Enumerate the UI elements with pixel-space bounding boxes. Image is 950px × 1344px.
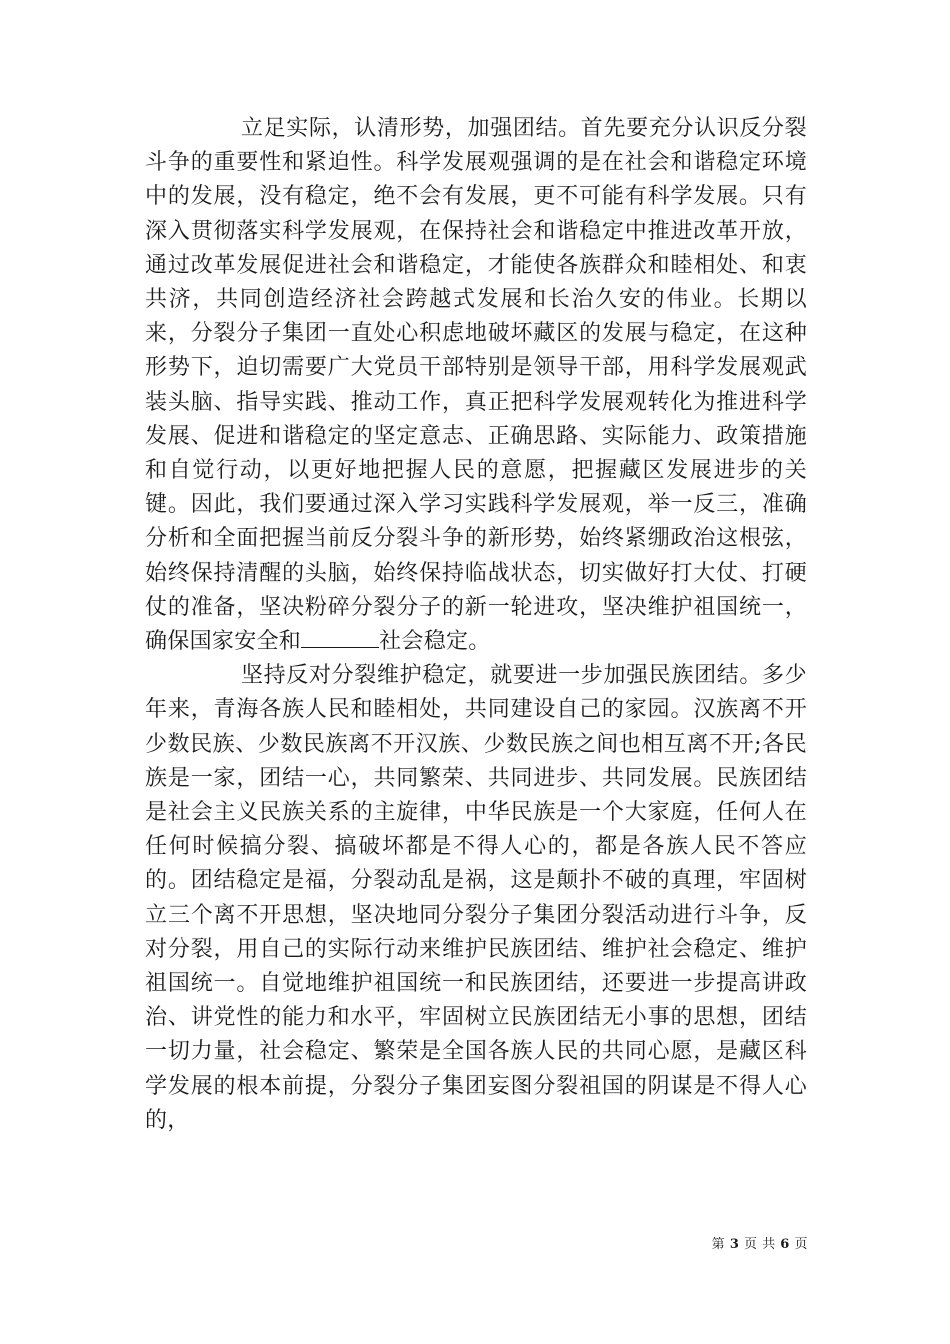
paragraph-1-tail: 社会稳定。	[379, 629, 491, 655]
paragraph-1-text: 立足实际，认清形势，加强团结。首先要充分认识反分裂斗争的重要性和紧迫性。科学发展观强调的是在社会和谐稳定环境中的发展，没有稳定，绝不会有发展，更不可能有科学发展。只有深入贯彻落实科学发展观，在保持社会和谐稳定中推进改革开放，通过改革发展促进社会和谐稳定，才能使各族群众和睦相处、和衷共济，共同创造经济社会跨越式发展和长治久安的伟业。长期以来，分裂分子集团一直处心积虑地破坏藏区的发展与稳定，在这种形势下，迫切需要广大党员干部特别是领导干部，用科学发展观武装头脑、指导实践、推动工作，真正把科学发展观转化为推进科学发展、促进和谐稳定的坚定意志、正确思路、实际能力、政策措施和自觉行动，以更好地把握人民的意愿，把握藏区发展进步的关键。因此，我们要通过深入学习实践科学发展观，举一反三，准确分析和全面把握当前反分裂斗争的新形势，始终紧绷政治这根弦，始终保持清醒的头脑，始终保持临战状态，切实做好打大仗、打硬仗的准备，坚决粉碎分裂分子的新一轮进攻，坚决维护祖国统一，确保国家安全和	[145, 116, 807, 655]
paragraph-2	[145, 659, 807, 1138]
fill-in-blank	[301, 627, 379, 648]
paragraph-2-text: 坚持反对分裂维护稳定，就要进一步加强民族团结。多少年来，青海各族人民和睦相处，共同建设自己的家园。汉族离不开少数民族、少数民族离不开汉族、少数民族之间也相互离不开;各民族是一家，团结一心，共同繁荣、共同进步、共同发展。民族团结是社会主义民族关系的主旋律，中华民族是一个大家庭，任何人在任何时候搞分裂、搞破坏都是不得人心的，都是各族人民不答应的。团结稳定是福，分裂动乱是祸，这是颠扑不破的真理，牢固树立三个离不开思想，坚决地同分裂分子集团分裂活动进行斗争，反对分裂，用自己的实际行动来维护民族团结、维护社会稳定、维护祖国统一。自觉地维护祖国统一和民族团结，还要进一步提高讲政治、讲党性的能力和水平，牢固树立民族团结无小事的思想，团结一切力量，社会稳定、繁荣是全国各族人民的共同心愿，是藏区科学发展的根本前提，分裂分子集团妄图分裂祖国的阴谋是不得人心的，	[145, 663, 807, 1133]
paragraph-1	[145, 112, 807, 659]
page-footer	[712, 1233, 808, 1252]
footer-middle: 页 共	[744, 1237, 776, 1252]
footer-suffix: 页	[794, 1237, 808, 1252]
total-pages-number: 6	[780, 1237, 790, 1252]
current-page-number: 3	[729, 1237, 740, 1252]
document-body	[145, 112, 807, 1138]
footer-prefix: 第	[711, 1237, 726, 1252]
